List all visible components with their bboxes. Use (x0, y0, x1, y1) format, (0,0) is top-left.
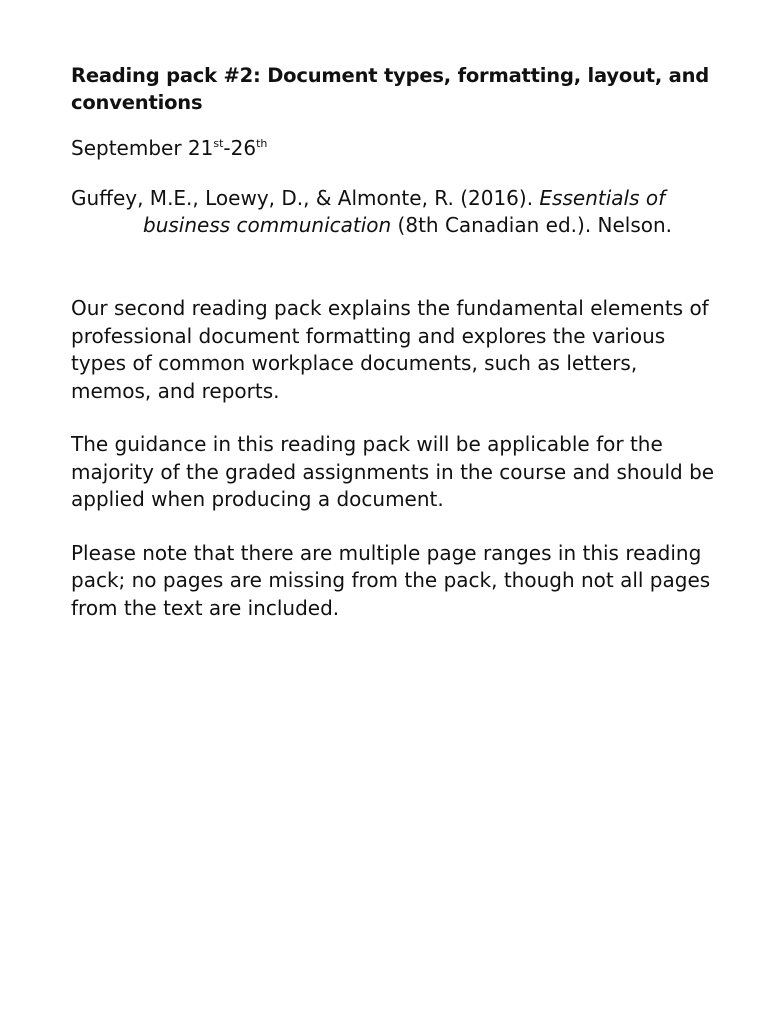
guidance-paragraph: The guidance in this reading pack will be applicable for the majority of the graded assignments in the course and should be applied when producing a document. (71, 432, 715, 511)
document-page (71, 62, 721, 622)
note-paragraph: Please note that there are multiple page ranges in this reading pack; no pages are missing from the pack, though not all pages from the text are included. (71, 540, 711, 620)
intro-paragraph: Our second reading pack explains the fundamental elements of professional document formatting and explores the various types of common workplace documents, such as letters, memos, and reports. (71, 296, 709, 403)
date-end-suffix: th (256, 137, 268, 150)
citation-authors: Guffey, M.E., Loewy, D., & Almonte, R. (2016). (71, 186, 540, 210)
date-start: September 21 (71, 136, 214, 160)
citation-publication: (8th Canadian ed.). Nelson. (391, 213, 673, 237)
date-end: -26 (223, 136, 257, 160)
date-range (71, 135, 721, 162)
date-start-suffix: st (213, 137, 224, 150)
page-title: Reading pack #2: Document types, formatting, layout, and conventions (71, 64, 710, 114)
citation (71, 185, 721, 239)
citation-book-title: Essentials of business communication (143, 186, 666, 237)
